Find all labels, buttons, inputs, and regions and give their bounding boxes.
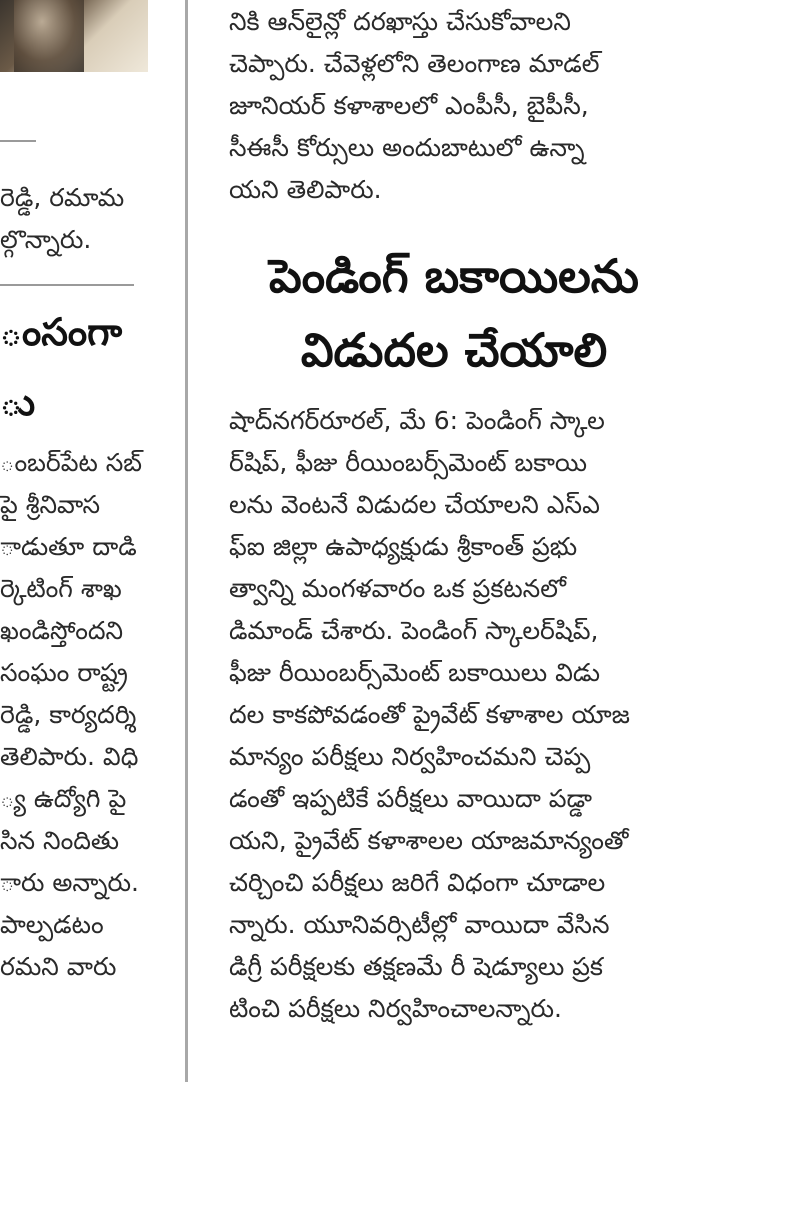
text-line: నికి ఆన్‌లైన్లో దరఖాస్తు చేసుకోవాలని (229, 7, 571, 36)
text-line: రెడ్డి, రమామ (0, 183, 125, 212)
left-divider-bottom (0, 284, 134, 286)
text-line: రమని వారు (0, 952, 117, 981)
left-headline-line: ంసంగా (0, 310, 123, 354)
text-line: ంబర్‌పేట సబ్ (0, 448, 143, 477)
text-line: యని తెలిపారు. (229, 175, 382, 204)
text-line: చర్చించి పరీక్షలు జరిగే విధంగా చూడాల (229, 868, 606, 897)
left-column-top-text (0, 178, 178, 268)
left-divider-top (0, 140, 36, 142)
text-line: త్వాన్ని మంగళవారం ఒక ప్రకటనలో (229, 574, 566, 603)
text-line: సిన నిందితు (0, 826, 120, 855)
text-line: దల కాకపోవడంతో ప్రైవేట్ కళాశాల యాజ (229, 700, 630, 729)
photo-figure (14, 0, 84, 72)
text-line: లను వెంటనే విడుదల చేయాలని ఎస్ఎ (229, 490, 600, 519)
text-line: న్నారు. యూనివర్సిటీల్లో వాయిదా వేసిన (229, 910, 610, 939)
text-line: మాన్యం పరీక్షలు నిర్వహించమని చెప్ప (229, 742, 591, 771)
text-line: ఖండిస్తోందని (0, 616, 124, 645)
article-body (229, 401, 699, 1051)
text-line: ాడుతూ దాడి (0, 532, 137, 561)
text-line: సంఘం రాష్ట్ర (0, 658, 128, 687)
article-headline-line-1: పెండింగ్ బకాయిలను (269, 249, 639, 303)
right-column-intro-text (229, 2, 699, 212)
text-line: ఫ్ఐ జిల్లా ఉపాధ్యక్షుడు శ్రీకాంత్ ప్రభు (229, 532, 578, 561)
text-line: చెప్పారు. చేవెళ్లలోని తెలంగాణ మాడల్ (229, 49, 600, 78)
text-line: డంతో ఇప్పటికే పరీక్షలు వాయిదా పడ్డా (229, 784, 593, 813)
text-line: డిగ్రీ పరీక్షలకు తక్షణమే రీ షెడ్యూలు ప్రక (229, 952, 603, 981)
column-separator (185, 0, 188, 1082)
text-line: షాద్‌నగర్‌రూరల్, మే 6: పెండింగ్ స్కాల (229, 406, 605, 435)
text-line: రెడ్డి, కార్యదర్శి (0, 700, 137, 729)
text-line: డిమాండ్ చేశారు. పెండింగ్ స్కాలర్‌షిప్, (229, 616, 599, 645)
left-headline-line: ు (0, 380, 36, 424)
text-line: యని, ప్రైవేట్ కళాశాలల యాజమాన్యంతో (229, 826, 629, 855)
article-headline-line-2: విడుదల చేయాలి (300, 323, 608, 377)
text-line: ారు అన్నారు. (0, 868, 139, 897)
text-line: జూనియర్ కళాశాలలో ఎంపీసీ, బైపీసీ, (229, 91, 589, 120)
text-line: ర్కెటింగ్ శాఖ (0, 574, 122, 603)
text-line: ల్గొన్నారు. (0, 225, 92, 254)
article-photo (0, 0, 148, 72)
left-column-body-text (0, 443, 178, 1003)
text-line: ్య ఉద్యోగి పై (0, 784, 127, 813)
text-line: ఫీజు రీయింబర్స్‌మెంట్ బకాయిలు విడు (229, 658, 600, 687)
text-line: తెలిపారు. విధి (0, 742, 139, 771)
text-line: పాల్పడటం (0, 910, 104, 939)
text-line: పై శ్రీనివాస (0, 490, 100, 519)
text-line: ర్‌షిప్, ఫీజు రీయింబర్స్‌మెంట్ బకాయి (229, 448, 588, 477)
text-line: టించి పరీక్షలు నిర్వహించాలన్నారు. (229, 994, 562, 1023)
text-line: సీఈసీ కోర్సులు అందుబాటులో ఉన్నా (229, 133, 585, 162)
